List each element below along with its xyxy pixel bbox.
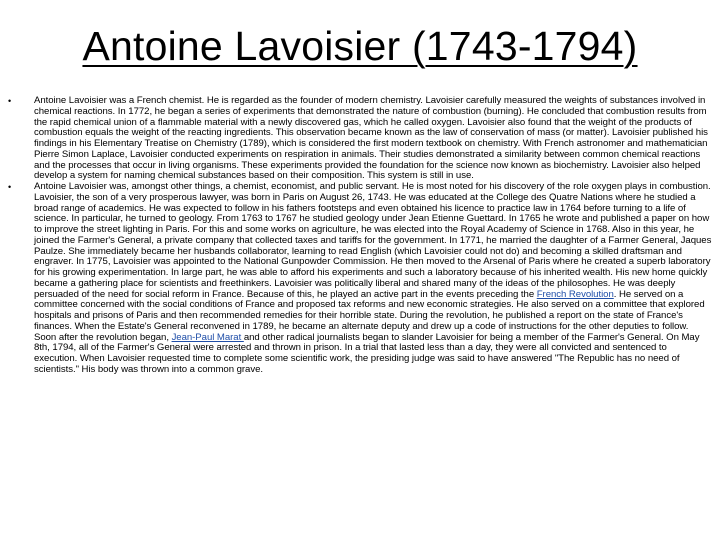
bullet-icon: • bbox=[8, 182, 12, 192]
bullet-text-2-part2: . He served on a committee concerned with the social conditions of France and proposed tax reforms and new economic strategies. He also served on a committee that explored hospitals and prisons of Paris and then recommended remedies for their horrible state. During the revolution, he published a report on the state of France's finances. When the Estate's General reconvened in 1789, he became an alternate deputy and drew up a code of instructions for the other deputies to follow. Soon after the revolution began, bbox=[34, 288, 705, 343]
bullet-text-2-part1: Antoine Lavoisier was, amongst other things, a chemist, economist, and public servant. He is most noted for his discovery of the role oxygen plays in combustion. Lavoisier, the son of a very prosperous lawyer, was born in Paris on August 26, 1743. He was educated at the College des Quatre Nations where he studied a broad range of academics. He was expected to follow in his fathers footsteps and even obtained his licence to practice law in 1764 before turning to a life of science. In particular, he turned to geology. From 1763 to 1767 he studied geology under Jean Etienne Guettard. In 1765 he wrote and published a paper on how to improve the street lighting in Paris. For this and some works on agriculture, he was elected into the Royal Academy of Science in 1768. Also in this year, he joined the Farmer's General, a private company that collected taxes and tariffs for the government. In 1771, he married the daughter of a Farmer General, Jaques Paulze. She immediately became her husbands collaborator, learning to read English (which Lavoisier could not do) and becoming a skilled draftsman and engraver. In 1775, Lavoisier was appointed to the National Gunpowder Commission. He then moved to the Arsenal of Paris where he created a superb laboratory for his growing experimentation. In large part, he was able to afford his experiments and such a laboratory because of his inherited wealth. His new home quickly became a gathering place for scientists and freethinkers. Lavoisier was politically liberal and shared many of the ideas of the philosophes. He was deeply persuaded of the need for social reform in France. Because of this, he played an active part in the events preceding the bbox=[34, 181, 712, 300]
bullet-text-2-part3: and other radical journalists began to slander Lavoisier for being a member of the Farmer's General. On May 8th, 1794, all of the Farmer's General were arrested and thrown in prison. In a trial that lasted less than a day, they were all convicted and sentenced to execution. When Lavoisier requested time to complete some scientific work, the presiding judge was said to have answered "The Republic has no need of scientists." His body was thrown into a common grave. bbox=[34, 331, 700, 375]
bullet-item-1 bbox=[8, 95, 712, 182]
bullet-text-1: Antoine Lavoisier was a French chemist. He is regarded as the founder of modern chemistry. Lavoisier carefully measured the weights of substances involved in chemical reactions. In 1772, he began a series of experiments that demonstrated the nature of combustion (burning). He concluded that combustion results from the rapid chemical union of a flammable material with a newly discovered gas, which he called oxygen. Lavoisier also found that the weight of the products of combustion equals the weight of the reacting ingredients. This observation became known as the law of conservation of mass (or matter). Lavoisier published his findings in his Elementary Treatise on Chemistry (1789), which is considered the first modern textbook on chemistry. With French astronomer and mathematician Pierre Simon Laplace, Lavoisier conducted experiments on respiration in animals. Their studies demonstrated a similarity between common chemical reactions and the processes that occur in living organisms. These experiments provided the foundation for the science now known as biochemistry. Lavoisier also helped develop a system for naming chemical substances based on their composition. This system is still in use. bbox=[34, 95, 708, 182]
french-revolution-link[interactable]: French Revolution bbox=[536, 288, 614, 300]
bullet-icon: • bbox=[8, 96, 12, 106]
bullet-list bbox=[8, 95, 712, 376]
jean-paul-marat-link[interactable]: Jean-Paul Marat bbox=[171, 331, 244, 343]
bullet-item-2 bbox=[8, 181, 712, 376]
slide-title: Antoine Lavoisier (1743-1794) bbox=[82, 23, 638, 69]
